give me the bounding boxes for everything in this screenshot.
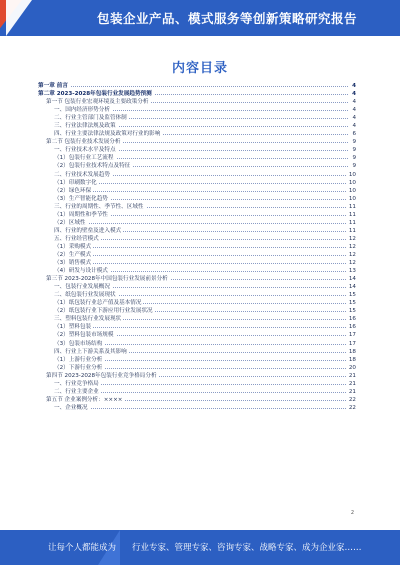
header-banner xyxy=(0,0,400,36)
toc-entry-page: 9 xyxy=(352,155,356,162)
toc-entry[interactable] xyxy=(38,372,356,380)
toc-entry-title: 二、行业主管部门及监管体制 xyxy=(54,115,127,122)
toc-entry-title: （2）下游行业分析 xyxy=(54,364,103,371)
toc-entry[interactable] xyxy=(38,315,356,323)
toc-entry-page: 9 xyxy=(352,139,356,146)
toc-entry-title: 第四节 2023-2028年包装行业竞争格局分析 xyxy=(46,372,157,379)
toc-leader-dots xyxy=(54,255,348,256)
toc-entry-title: （2）纸包装行业下游应用行业发展状况 xyxy=(54,308,153,315)
toc-entry-page: 15 xyxy=(348,308,356,315)
toc-entry-page: 12 xyxy=(348,243,356,250)
toc-entry-title: （2）绿色环保 xyxy=(54,187,92,194)
toc-entry[interactable] xyxy=(38,114,356,122)
toc-entry-title: 四、行业上下游关系及其影响 xyxy=(54,348,127,355)
toc-entry-title: （2）生产模式 xyxy=(54,251,92,258)
toc-entry-title: （2）包装行业技术特点及特征 xyxy=(54,163,131,170)
toc-entry[interactable] xyxy=(38,171,356,179)
toc-entry-title: （3）销售模式 xyxy=(54,260,92,267)
toc-entry-page: 12 xyxy=(348,260,356,267)
toc-entry[interactable] xyxy=(38,283,356,291)
toc-entry[interactable] xyxy=(38,130,356,138)
toc-entry-title: 第二节 包装行业技术发展分析 xyxy=(46,139,121,146)
toc-entry-page: 17 xyxy=(348,340,356,347)
toc-entry[interactable] xyxy=(38,299,356,307)
toc-entry-page: 4 xyxy=(352,83,356,89)
toc-entry-page: 22 xyxy=(348,404,356,411)
toc-entry-title: 一、企业概况 xyxy=(54,404,88,411)
toc-entry-page: 11 xyxy=(348,211,356,218)
toc-entry-title: 一、包装行业发展概况 xyxy=(54,284,110,291)
toc-entry-title: （1）印刷数字化 xyxy=(54,179,97,186)
toc-entry-page: 15 xyxy=(348,292,356,299)
toc-heading: 内容目录 xyxy=(171,61,228,76)
toc-entry-title: 三、行业法律法规及政策 xyxy=(54,123,116,130)
toc-entry-title: 三、塑料包装行业发展现状 xyxy=(54,316,122,323)
toc-entry-title: （1）包装行业工艺流程 xyxy=(54,155,114,162)
report-title: 包装企业产品、模式服务等创新策略研究报告 xyxy=(96,11,357,26)
toc-entry-page: 21 xyxy=(348,388,356,395)
toc-entry-page: 21 xyxy=(348,380,356,387)
toc-entry[interactable] xyxy=(38,90,356,98)
toc-entry[interactable] xyxy=(38,396,356,404)
toc-entry-page: 9 xyxy=(352,147,356,154)
footer-slogan-left: 让每个人都能成为 xyxy=(48,543,117,553)
toc-entry[interactable] xyxy=(38,235,356,243)
toc-entry[interactable] xyxy=(38,243,356,251)
toc-entry-page: 14 xyxy=(348,284,356,291)
footer-slogan-right: 行业专家、管理专家、咨询专家、战略专家、成为企业家…… xyxy=(132,543,362,553)
toc-leader-dots xyxy=(54,223,348,224)
toc-entry[interactable] xyxy=(38,275,356,283)
toc-entry[interactable] xyxy=(38,162,356,170)
table-of-contents xyxy=(38,82,356,412)
toc-entry[interactable] xyxy=(38,251,356,259)
toc-entry-page: 21 xyxy=(348,372,356,379)
toc-entry[interactable] xyxy=(38,122,356,130)
toc-entry-title: 一、行业竞争格局 xyxy=(54,380,99,387)
toc-entry-page: 4 xyxy=(352,123,356,130)
toc-entry-title: 三、行业的周期性、季节性、区域性 xyxy=(54,203,144,210)
toc-entry-page: 4 xyxy=(352,107,356,114)
toc-leader-dots xyxy=(38,86,348,87)
toc-leader-dots xyxy=(54,247,348,248)
toc-entry-page: 22 xyxy=(348,396,356,403)
toc-entry-page: 18 xyxy=(348,356,356,363)
toc-entry[interactable] xyxy=(38,364,356,372)
toc-entry[interactable] xyxy=(38,106,356,114)
toc-entry-title: 一、国内经济形势分析 xyxy=(54,107,110,114)
toc-entry-page: 10 xyxy=(348,195,356,202)
toc-entry-title: （2）区域性 xyxy=(54,219,86,226)
toc-entry-title: （1）采购模式 xyxy=(54,243,92,250)
toc-entry-page: 4 xyxy=(352,115,356,122)
toc-leader-dots xyxy=(54,263,348,264)
toc-entry-title: （3）包装市场结构 xyxy=(54,340,103,347)
toc-entry-page: 11 xyxy=(348,203,356,210)
toc-entry[interactable] xyxy=(38,179,356,187)
toc-entry[interactable] xyxy=(38,187,356,195)
toc-entry[interactable] xyxy=(38,154,356,162)
toc-entry-title: （1）纸包装行业总产值及基本情况 xyxy=(54,300,142,307)
header-white-accent xyxy=(6,0,32,36)
toc-entry-title: （4）研发与设计模式 xyxy=(54,268,108,275)
toc-entry-page: 12 xyxy=(348,251,356,258)
toc-entry[interactable] xyxy=(38,340,356,348)
toc-entry[interactable] xyxy=(38,203,356,211)
footer-banner xyxy=(0,530,400,565)
toc-entry-title: （3）生产智能化趋势 xyxy=(54,195,108,202)
toc-entry-title: 一、行业技术水平及特点 xyxy=(54,147,116,154)
toc-entry-page: 10 xyxy=(348,179,356,186)
toc-entry-page: 11 xyxy=(348,227,356,234)
toc-leader-dots xyxy=(54,408,348,409)
toc-entry-title: 二、行业技术发展趋势 xyxy=(54,171,110,178)
toc-entry-page: 13 xyxy=(348,268,356,275)
toc-entry-title: 第一章 前言 xyxy=(38,83,68,89)
toc-entry-title: 第五节 企业案例分析：×××× xyxy=(46,396,123,403)
toc-entry-page: 4 xyxy=(352,91,356,98)
toc-entry-title: 第三节 2023-2028年中国包装行业发展前景分析 xyxy=(46,276,168,283)
toc-entry-page: 16 xyxy=(348,324,356,331)
toc-entry[interactable] xyxy=(38,323,356,331)
toc-leader-dots xyxy=(54,191,348,192)
toc-entry[interactable] xyxy=(38,348,356,356)
toc-entry[interactable] xyxy=(38,331,356,339)
toc-entry[interactable] xyxy=(38,356,356,364)
toc-entry[interactable] xyxy=(38,195,356,203)
toc-entry[interactable] xyxy=(38,380,356,388)
toc-entry-title: 第一节 包装行业宏观环境及主要政策分析 xyxy=(46,99,149,106)
toc-entry-title: （1）塑料包装 xyxy=(54,324,92,331)
toc-entry[interactable] xyxy=(38,82,356,90)
toc-entry-title: 四、行业主要法律法规及政策对行业的影响 xyxy=(54,131,161,138)
toc-entry[interactable] xyxy=(38,211,356,219)
toc-entry-page: 20 xyxy=(348,364,356,371)
toc-entry-title: 二、行业主要企业 xyxy=(54,388,99,395)
toc-entry-title: （1）上游行业分析 xyxy=(54,356,103,363)
toc-entry-page: 18 xyxy=(348,348,356,355)
toc-entry-page: 6 xyxy=(352,131,356,138)
toc-entry[interactable] xyxy=(38,267,356,275)
toc-entry-title: （2）塑料包装市场规模 xyxy=(54,332,114,339)
toc-entry[interactable] xyxy=(38,146,356,154)
toc-entry-page: 10 xyxy=(348,171,356,178)
toc-entry[interactable] xyxy=(38,404,356,412)
toc-entry[interactable] xyxy=(38,307,356,315)
page-number: 2 xyxy=(350,510,354,516)
toc-entry-page: 15 xyxy=(348,300,356,307)
toc-entry[interactable] xyxy=(38,388,356,396)
toc-entry-title: 二、纸包装行业发展现状 xyxy=(54,292,116,299)
toc-entry-page: 12 xyxy=(348,235,356,242)
toc-entry-title: 五、行业经营模式 xyxy=(54,235,99,242)
toc-entry[interactable] xyxy=(38,227,356,235)
toc-entry[interactable] xyxy=(38,219,356,227)
toc-entry[interactable] xyxy=(38,98,356,106)
toc-entry-page: 11 xyxy=(348,219,356,226)
toc-entry[interactable] xyxy=(38,291,356,299)
toc-entry[interactable] xyxy=(38,259,356,267)
toc-entry-page: 14 xyxy=(348,276,356,283)
toc-entry-page: 4 xyxy=(352,99,356,106)
toc-entry[interactable] xyxy=(38,138,356,146)
toc-entry-page: 9 xyxy=(352,163,356,170)
toc-entry-page: 17 xyxy=(348,332,356,339)
toc-entry-page: 16 xyxy=(348,316,356,323)
toc-entry-title: 四、行业的壁垒及进入模式 xyxy=(54,227,122,234)
toc-entry-title: （1）周期性和季节性 xyxy=(54,211,108,218)
toc-entry-page: 10 xyxy=(348,187,356,194)
toc-leader-dots xyxy=(54,327,348,328)
toc-entry-title: 第二章 2023-2028年包装行业发展趋势预测 xyxy=(38,91,152,98)
